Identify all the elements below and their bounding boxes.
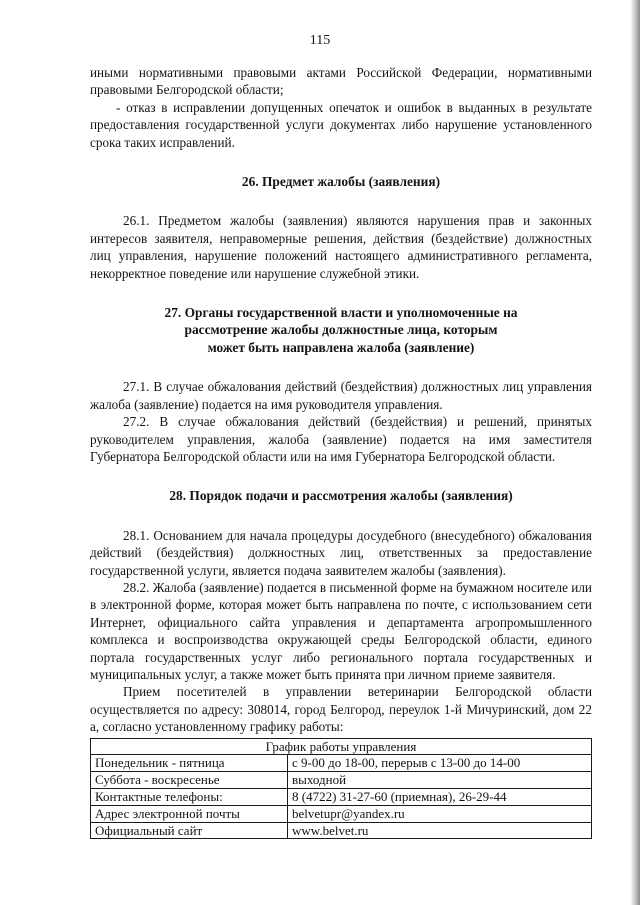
section-27-heading-line-2: рассмотрение жалобы должностные лица, которым xyxy=(184,322,498,338)
section-28-paragraph-2: 28.2. Жалоба (заявление) подается в письменной форме на бумажном носителе или в электронной форме, которая может быть направлена по почте, с использованием сети Интернет, официального сайта управления и департамента агропромышленного комплекса и воспроизводства окружающей среды Белгородской области, единого портала государственных услуг либо регионального портала государственных и муниципальных услуг, а также может быть принята при личном приеме заявителя. xyxy=(90,579,592,682)
website-value: www.belvet.ru xyxy=(288,822,592,839)
section-27-paragraph-1: 27.1. В случае обжалования действий (бездействия) должностных лиц управления жалоба (заявление) подается на имя руководителя управления. xyxy=(90,379,592,412)
page-edge-shadow xyxy=(630,0,640,905)
schedule-value: 8 (4722) 31-27-60 (приемная), 26-29-44 xyxy=(288,788,592,805)
schedule-label: Адрес электронной почты xyxy=(91,805,288,822)
section-28-paragraph-3: Прием посетителей в управлении ветеринарии Белгородской области осуществляется по адресу: 308014, город Белгород, переулок 1-й Мичуринский, дом 22 а, согласно установленному графику работы: xyxy=(90,684,592,735)
schedule-table xyxy=(90,738,592,840)
spacer xyxy=(90,190,592,212)
spacer xyxy=(90,356,592,378)
section-26-paragraph-1: 26.1. Предметом жалобы (заявления) являются нарушения прав и законных интересов заявителя, неправомерные решения, действия (бездействие) должностных лиц управления, нарушение положений настоящего административного регламента, некорректное поведение или нарушение служебной этики. xyxy=(90,213,592,281)
table-row xyxy=(91,772,592,789)
schedule-value: выходной xyxy=(288,772,592,789)
section-27-heading-line-3: может быть направлена жалоба (заявление) xyxy=(207,339,475,355)
intro-continuation: иными нормативными правовыми актами Российской Федерации, нормативными правовыми Белгородской области; xyxy=(90,65,592,98)
table-row xyxy=(91,788,592,805)
schedule-caption: График работы управления xyxy=(91,738,592,755)
schedule-label: Понедельник - пятница xyxy=(91,755,288,772)
spacer xyxy=(90,282,592,304)
section-28-heading: 28. Порядок подачи и рассмотрения жалобы (заявления) xyxy=(169,488,513,504)
table-row xyxy=(91,755,592,772)
spacer xyxy=(90,151,592,173)
page-number: 115 xyxy=(309,33,331,48)
spacer xyxy=(90,465,592,487)
section-26-heading: 26. Предмет жалобы (заявления) xyxy=(241,174,441,190)
table-row xyxy=(91,805,592,822)
schedule-label: Суббота - воскресенье xyxy=(91,772,288,789)
page-content xyxy=(90,64,592,839)
spacer xyxy=(90,505,592,527)
section-28-paragraph-1: 28.1. Основанием для начала процедуры досудебного (внесудебного) обжалования действий (бездействия) должностных лиц, ответственных за предоставление государственной услуги, является подача заявителем жалобы (заявления). xyxy=(90,527,592,578)
schedule-caption-row xyxy=(91,738,592,755)
section-27-heading-line-1: 27. Органы государственной власти и уполномоченные на xyxy=(164,305,518,321)
email-value: belvetupr@yandex.ru xyxy=(288,805,592,822)
schedule-label: Контактные телефоны: xyxy=(91,788,288,805)
schedule-value: с 9-00 до 18-00, перерыв с 13-00 до 14-00 xyxy=(288,755,592,772)
table-row xyxy=(91,822,592,839)
section-27-heading xyxy=(90,304,592,356)
intro-bullet: - отказ в исправлении допущенных опечаток и ошибок в выданных в результате предоставления государственной услуги документах либо нарушение установленного срока таких исправлений. xyxy=(90,99,592,150)
section-27-paragraph-2: 27.2. В случае обжалования действий (бездействия) и решений, принятых руководителем управления, жалоба (заявление) подается на имя заместителя Губернатора Белгородской области или на имя Губернатора Белгородской области. xyxy=(90,414,592,464)
schedule-label: Официальный сайт xyxy=(91,822,288,839)
